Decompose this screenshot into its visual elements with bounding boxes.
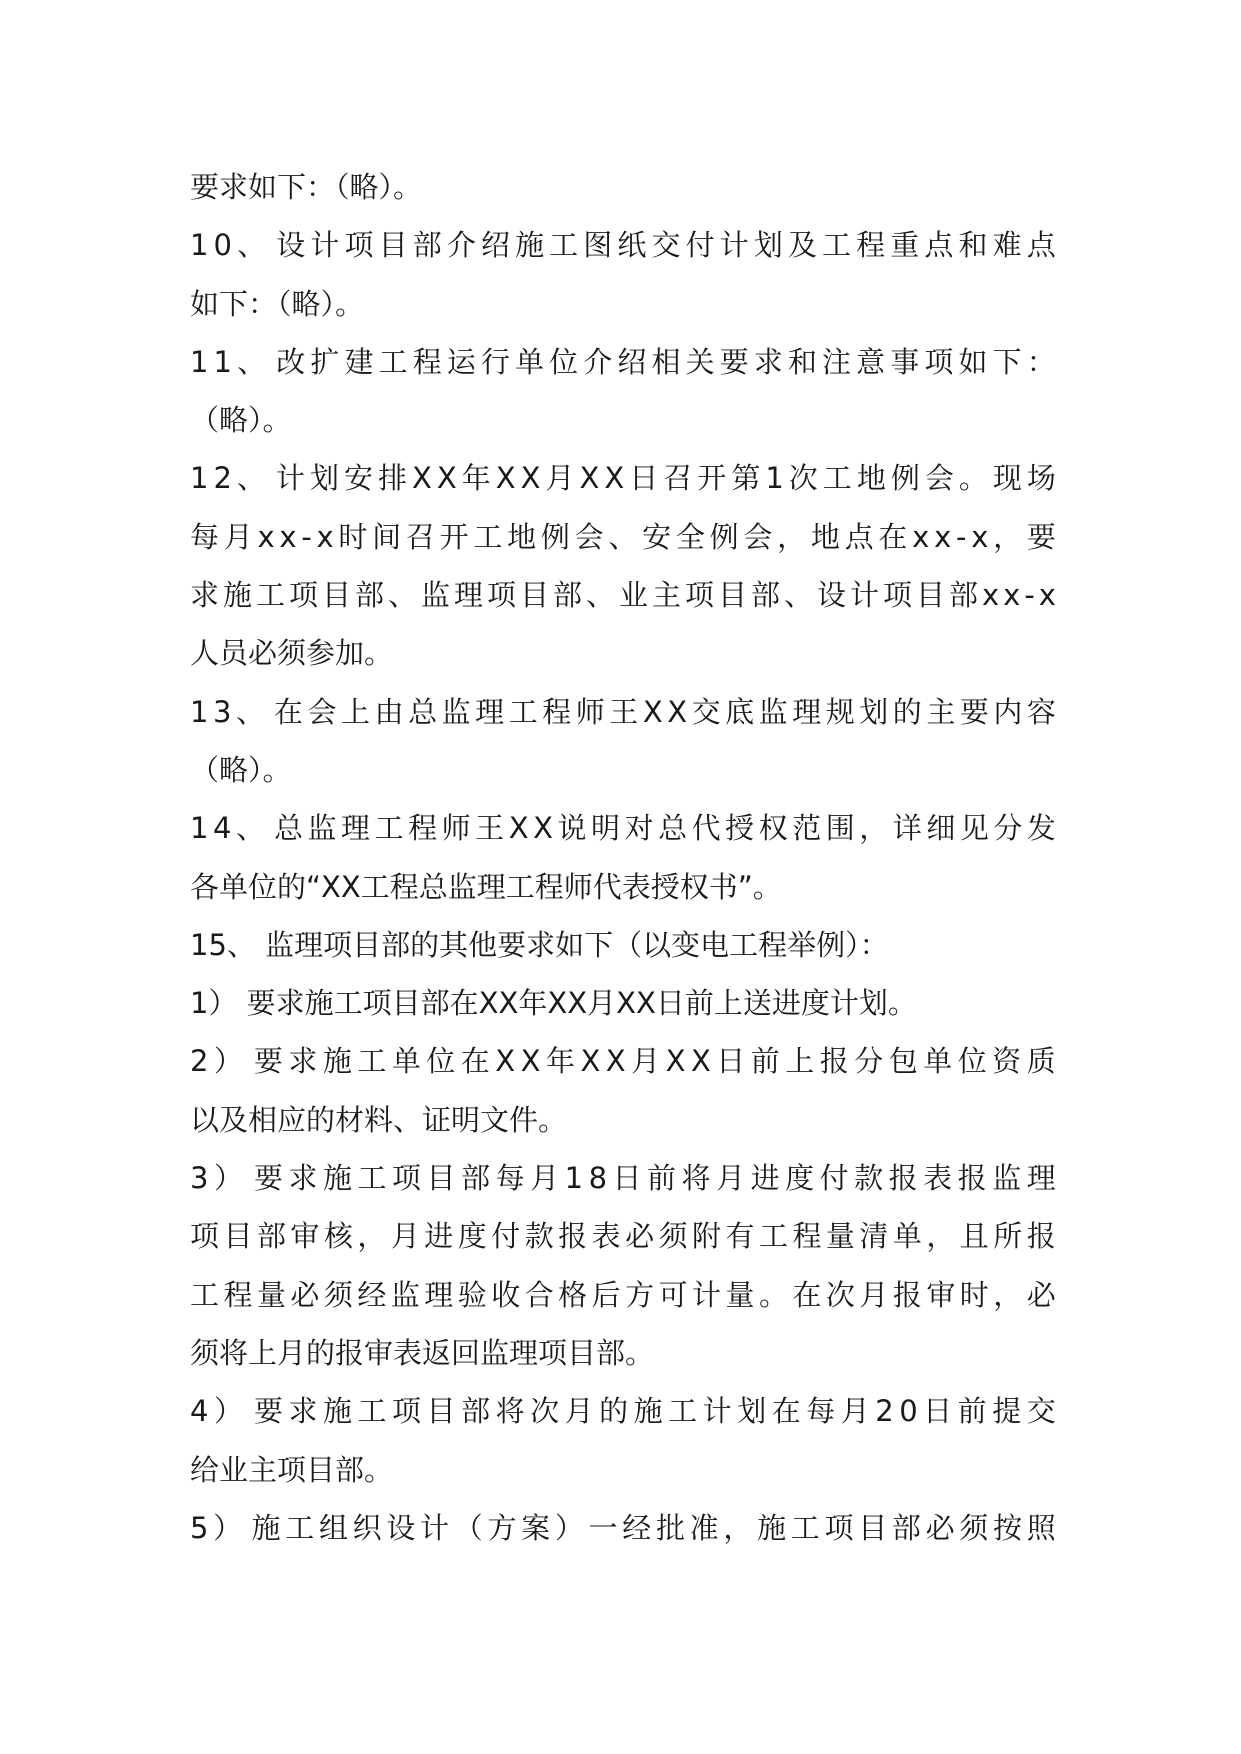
text-line: 5 ） 施 工 组 织 设 计 （ 方 案 ） 一 经 批 准 ， 施 工 项 目 部 必 须 按 照 [190, 1510, 1056, 1545]
text-line: 1 4 、 总 监 理 工 程 师 王 X X 说 明 对 总 代 授 权 范 围 ， 详 细 见 分 发 [190, 811, 1056, 846]
text-line: 1 2 、 计 划 安 排 X X 年 X X 月 X X 日 召 开 第 1 次 工 地 例 会 。 现 场 [190, 461, 1056, 496]
document-body [190, 158, 1056, 1557]
text-line: 须将上月的报审表返回监理项目部。 [190, 1335, 655, 1370]
text-line: 如下：（略）。 [190, 286, 365, 321]
text-line: （略）。 [190, 403, 292, 438]
text-line: 要求如下：（略）。 [190, 170, 423, 204]
text-line: 15、 监理项目部的其他要求如下（以变电工程举例）： [190, 927, 889, 962]
text-line: （略）。 [190, 752, 292, 787]
text-line: 给业主项目部。 [190, 1452, 394, 1487]
text-line: 1 3 、 在 会 上 由 总 监 理 工 程 师 王 X X 交 底 监 理 规 划 的 主 要 内 容 [190, 694, 1056, 729]
text-line: 工 程 量 必 须 经 监 理 验 收 合 格 后 方 可 计 量 。 在 次 月 报 审 时 ， 必 [190, 1277, 1056, 1312]
text-line: 1 1 、 改 扩 建 工 程 运 行 单 位 介 绍 相 关 要 求 和 注 意 事 项 如 下 ： [190, 344, 1056, 379]
text-line: 1 0 、 设 计 项 目 部 介 绍 施 工 图 纸 交 付 计 划 及 工 程 重 点 和 难 点 [190, 228, 1056, 263]
text-line: 人员必须参加。 [190, 636, 394, 671]
text-line: 3 ） 要 求 施 工 项 目 部 每 月 1 8 日 前 将 月 进 度 付 款 报 表 报 监 理 [190, 1161, 1056, 1196]
text-line: 以及相应的材料、证明文件。 [190, 1102, 568, 1137]
text-line: 2 ） 要 求 施 工 单 位 在 X X 年 X X 月 X X 日 前 上 报 分 包 单 位 资 质 [190, 1044, 1056, 1079]
text-line: 求 施 工 项 目 部 、 监 理 项 目 部 、 业 主 项 目 部 、 设 计 项 目 部 x x - x [190, 578, 1056, 613]
text-line: 项 目 部 审 核 ， 月 进 度 付 款 报 表 必 须 附 有 工 程 量 清 单 ， 且 所 报 [190, 1219, 1056, 1254]
text-line: 1） 要求施工项目部在XX年XX月XX日前上送进度计划。 [190, 986, 917, 1021]
text-line: 4 ） 要 求 施 工 项 目 部 将 次 月 的 施 工 计 划 在 每 月 2 0 日 前 提 交 [190, 1394, 1056, 1429]
text-line: 各单位的“XX工程总监理工程师代表授权书”。 [190, 869, 782, 904]
text-line: 每 月 x x - x 时 间 召 开 工 地 例 会 、 安 全 例 会 ， 地 点 在 x x - x ， 要 [190, 519, 1056, 554]
